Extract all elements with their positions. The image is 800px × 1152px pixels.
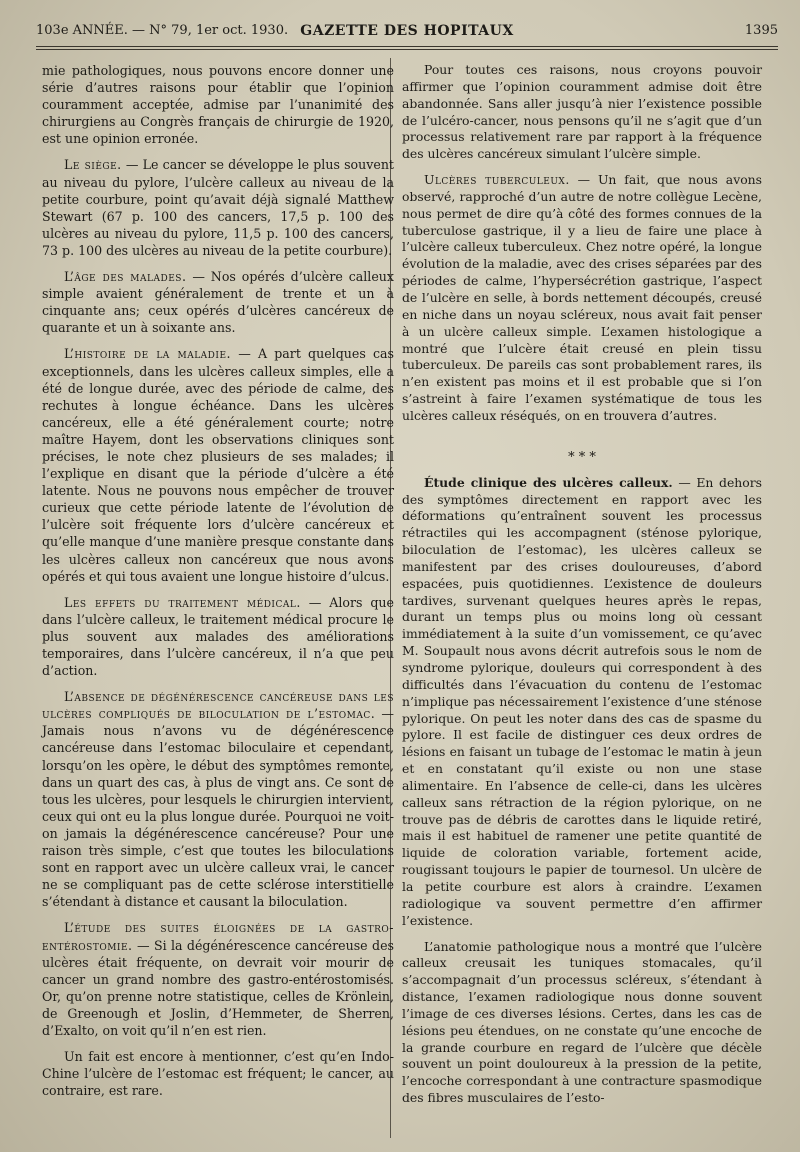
paragraph-text: — Jamais nous n’avons vu de dégénérescence cancéreuse dans l’estomac biloculaire et cependant, lorsqu’on les opère, le début des symptômes remonte, dans un quart des cas, à plus de vingt ans. Ce sont de tous les ulcères, pour lesquels le chirurgien intervient, ceux qui ont eu la plus longue durée. Pourquoi ne voit-on jamais la dégénérescence cancéreuse? Pour une raison très simple, c’est que toutes les biloculations sont en rapport avec un ulcère calleux vrai, le cancer ne se compliquant pas de cette sclérose interstitielle s’étendant à distance et causant la biloculation. [42,706,395,910]
section-heading: Ulcères tuberculeux. [424,172,570,188]
running-header [36,20,778,42]
issue-info: 103e ANNÉE. — N° 79, 1er oct. 1930. [36,23,289,38]
section-heading: L’étude des suites éloignées de la gastro-entérostomie. [42,920,394,953]
left-column [42,62,394,1108]
paragraph: L’anatomie pathologique nous a montré que l’ulcère calleux creusait les tuniques stomacales, qu’il s’accompagnait d’un processus scléreux, s’étendant à distance, l’examen radiologique nous donne souvent l’image de ces diverses lésions. Certes, dans les cas de lésions peu étendues, on ne constate qu’une encoche de la grande courbure en regard de l’ulcère que décèle souvent un point douloureux à la pression de la petite, l’encoche correspondant à une contracture spasmodique des fibres musculaires de l’esto- [402,938,762,1106]
paragraph [42,268,394,336]
right-column [402,62,762,1116]
paragraph [42,156,394,259]
section-heading: Les effets du traitement médical. [64,594,301,610]
paragraph-text: — Nos opérés d’ulcère calleux simple avaient généralement de trente et un à cinquante ans; ceux opérés d’ulcères cancéreux de quarante et un à soixante ans. [42,269,394,336]
section-heading: L’âge des malades. [64,269,187,285]
paragraph-text: — Le cancer se développe le plus souvent au niveau du pylore, l’ulcère calleux au niveau de la petite courbure, point qu’avait déjà signalé Matthew Stewart (67 p. 100 des cancers, 17,5 p. 100 des ulcères au niveau du pylore, 11,5 p. 100 des cancers, 73 p. 100 des ulcères au niveau de la petite courbure). [42,157,394,258]
paragraph [402,475,762,930]
paragraph: mie pathologiques, nous pouvons encore donner une série d’autres raisons pour établir que l’opinion couramment acceptée, admise par l’unanimité des chirurgiens au Congrès français de chirurgie de 1920, est une opinion erronée. [42,63,394,147]
paragraph-text: — Alors que dans l’ulcère calleux, le traitement médical procure le plus souvent aux malades des améliorations temporaires, dans l’ulcère cancéreux, il n’a que peu d’action. [42,594,394,679]
paragraph [42,919,394,1039]
section-heading: L’histoire de la maladie. [64,346,232,362]
paragraph-text: — A part quelques cas exceptionnels, dans les ulcères calleux simples, elle a été de longue durée, avec des période de calme, des rechutes à longue échéance. Dans les ulcères cancéreux, elle a été généralement courte; notre maître Hayem, dont les observations cliniques sont précises, le note chez plusieurs de ses malades; il l’explique en disant que la période d’ulcère a été latente. Nous ne pouvons nous empêcher de trouver curieux que cette période latente de l’évolution de l’ulcère soit fréquente lors d’ulcère cancéreux et qu’elle manque d’une manière presque constante dans les ulcères calleux non cancéreux que nous avons opérés et qui tous avaient une longue histoire d’ulcus. [42,346,394,584]
paragraph [402,172,762,425]
paragraph-text: — Si la dégénérescence cancéreuse des ulcères était fréquente, on devrait voir mourir de cancer un grand nombre des gastro-entérostomisés. Or, qu’on prenne notre statistique, celles de Krönlein, de Greenough et Joslin, d’Hemmeter, de Sherren, d’Exalto, on voit qu’il n’en est rien. [42,937,394,1038]
section-heading: L’absence de dégénérescence cancéreuse dans les ulcères compliqués de biloculation de l’estomac. [42,689,394,722]
journal-title: GAZETTE DES HOPITAUX [300,23,514,39]
header-rule-double [36,49,778,50]
header-rule [36,46,778,47]
paragraph [42,688,394,910]
paragraph: Un fait est encore à mentionner, c’est qu’en Indo-Chine l’ulcère de l’estomac est fréquent; le cancer, au contraire, est rare. [42,1049,394,1099]
section-heading: Étude clinique des ulcères calleux. [424,474,673,490]
paragraph-text: — En dehors des symptômes directement en rapport avec les déformations qu’entraînent souvent les processus rétractiles qui les accompagnent (sténose pylorique, biloculation de l’estomac), les ulcères calleux se manifestent par des crises douloureuses, d’abord espacées, puis quotidiennes. L’existence de douleurs tardives, survenant quelques heures après le repas, durant un temps plus ou moins long où cessant immédiatement à la suite d’un vomissement, ce qu’avec M. Soupault nous avons décrit autrefois sous le nom de syndrome pylorique, douleurs qui correspondent à des difficultés dans l’évacuation du contenu de l’estomac n’implique pas nécessairement l’existence d’une sténose pylorique. On peut les noter dans des cas de spasme du pylore. Il est facile de distinguer ces deux ordres de lésions en faisant un tubage de l’estomac le matin à jeun et en constatant qu’il existe ou non une stase alimentaire. En l’absence de celle-ci, dans les ulcères calleux sans rétraction de la région pylorique, on ne trouve pas de débris de carottes dans le liquide retiré, mais il est habituel de ramener une petite quantité de liquide de coloration variable, fortement acide, rougissant toujours le papier de tournesol. Un ulcère de la petite courbure est alors à craindre. L’examen radiologique va souvent permettre d’en affirmer l’existence. [402,474,763,928]
section-heading: Le siège. [64,157,122,173]
paragraph: Pour toutes ces raisons, nous croyons pouvoir affirmer que l’opinion couramment admise doit être abandonnée. Sans aller jusqu’à nier l’existence possible de l’ulcéro-cancer, nous pensons qu’il ne s’agit que d’un processus relativement rare par rapport à la fréquence des ulcères cancéreux simulant l’ulcère simple. [402,62,762,162]
paragraph [42,594,394,679]
paragraph [42,345,394,584]
page-number: 1395 [744,23,778,38]
paragraph-text: — Un fait, que nous avons observé, rapproché d’un autre de notre collègue Lecène, nous permet de dire qu’à côté des formes connues de la tuberculose gastrique, il y a lieu de faire une place à l’ulcère calleux tuberculeux. Chez notre opéré, la longue évolution de la maladie, avec des crises séparées par des périodes de calme, l’hypersécrétion gastrique, l’aspect de l’ulcère en selle, à bords nettement découpés, creusé en niche dans un noyau scléreux, nous avait fait penser à un ulcère calleux simple. L’examen histologique a montré que l’ulcère était creusé en plein tissu tuberculeux. De pareils cas sont probablement rares, ils n’en existent pas moins et il est probable que si l’on s’astreint à faire l’examen systématique de tous les ulcères calleux réséqués, on en trouvera d’autres. [402,172,762,423]
section-separator: * * * [568,449,596,465]
